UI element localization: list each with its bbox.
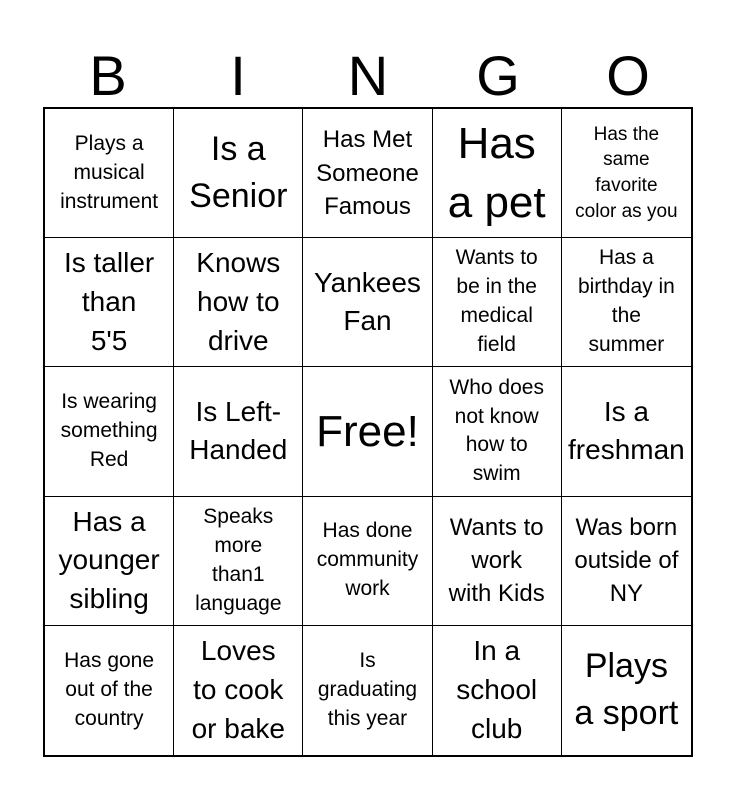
bingo-cell[interactable]	[45, 497, 174, 626]
bingo-cell[interactable]	[45, 238, 174, 367]
cell-text: Has a younger sibling	[58, 505, 160, 614]
free-space-cell[interactable]	[303, 367, 432, 496]
bingo-cell[interactable]	[433, 497, 562, 626]
header-letter-n: N	[347, 44, 389, 107]
cell-text: Has done community work	[316, 519, 419, 601]
bingo-cell[interactable]	[174, 626, 303, 755]
cell-text: Was born outside of NY	[574, 514, 679, 608]
cell-text: Is Left- Handed	[189, 395, 288, 466]
bingo-cell[interactable]	[45, 626, 174, 755]
bingo-cell[interactable]	[174, 109, 303, 238]
bingo-cell[interactable]	[562, 367, 691, 496]
bingo-cell[interactable]	[562, 497, 691, 626]
header-letter-g: G	[476, 44, 520, 107]
cell-text: Yankees Fan	[314, 266, 421, 337]
free-space-text: Free!	[316, 406, 419, 456]
cell-text: Speaks more than1 language	[195, 504, 282, 615]
bingo-cell[interactable]	[433, 367, 562, 496]
bingo-header	[43, 44, 693, 108]
bingo-cell[interactable]	[562, 238, 691, 367]
cell-text: Knows how to drive	[196, 247, 281, 356]
bingo-cell[interactable]	[562, 109, 691, 238]
header-letter-o: O	[606, 44, 650, 107]
header-letter-b: B	[89, 44, 127, 107]
bingo-grid	[43, 107, 693, 757]
bingo-cell[interactable]	[45, 109, 174, 238]
bingo-cell[interactable]	[174, 497, 303, 626]
bingo-cell[interactable]	[562, 626, 691, 755]
cell-text: Who does not know how to swim	[449, 375, 544, 486]
cell-text: Is graduating this year	[317, 648, 418, 730]
cell-text: Wants to be in the medical field	[455, 246, 538, 357]
bingo-cell[interactable]	[303, 626, 432, 755]
cell-text: Loves to cook or bake	[191, 635, 285, 744]
bingo-cell[interactable]	[433, 626, 562, 755]
cell-text: Has Met Someone Famous	[316, 126, 419, 220]
cell-text: Has a pet	[447, 118, 546, 228]
cell-text: Is a freshman	[568, 395, 685, 466]
cell-text: Has gone out of the country	[64, 648, 155, 730]
cell-text: Is wearing something Red	[60, 390, 158, 471]
header-letter-i: I	[230, 44, 246, 107]
cell-text: In a school club	[456, 635, 538, 744]
cell-text: Wants to work with Kids	[448, 514, 545, 608]
bingo-cell[interactable]	[433, 109, 562, 238]
bingo-cell[interactable]	[45, 367, 174, 496]
bingo-cell[interactable]	[303, 497, 432, 626]
bingo-cell[interactable]	[433, 238, 562, 367]
bingo-cell[interactable]	[303, 109, 432, 238]
cell-text: Is a Senior	[189, 129, 288, 216]
cell-text: Has a birthday in the summer	[577, 246, 675, 357]
cell-text: Plays a sport	[574, 646, 679, 733]
cell-text: Has the same favorite color as you	[575, 123, 678, 222]
bingo-cell[interactable]	[303, 238, 432, 367]
bingo-cell[interactable]	[174, 238, 303, 367]
cell-text: Is taller than 5'5	[63, 247, 155, 356]
cell-text: Plays a musical instrument	[60, 131, 159, 213]
bingo-cell[interactable]	[174, 367, 303, 496]
